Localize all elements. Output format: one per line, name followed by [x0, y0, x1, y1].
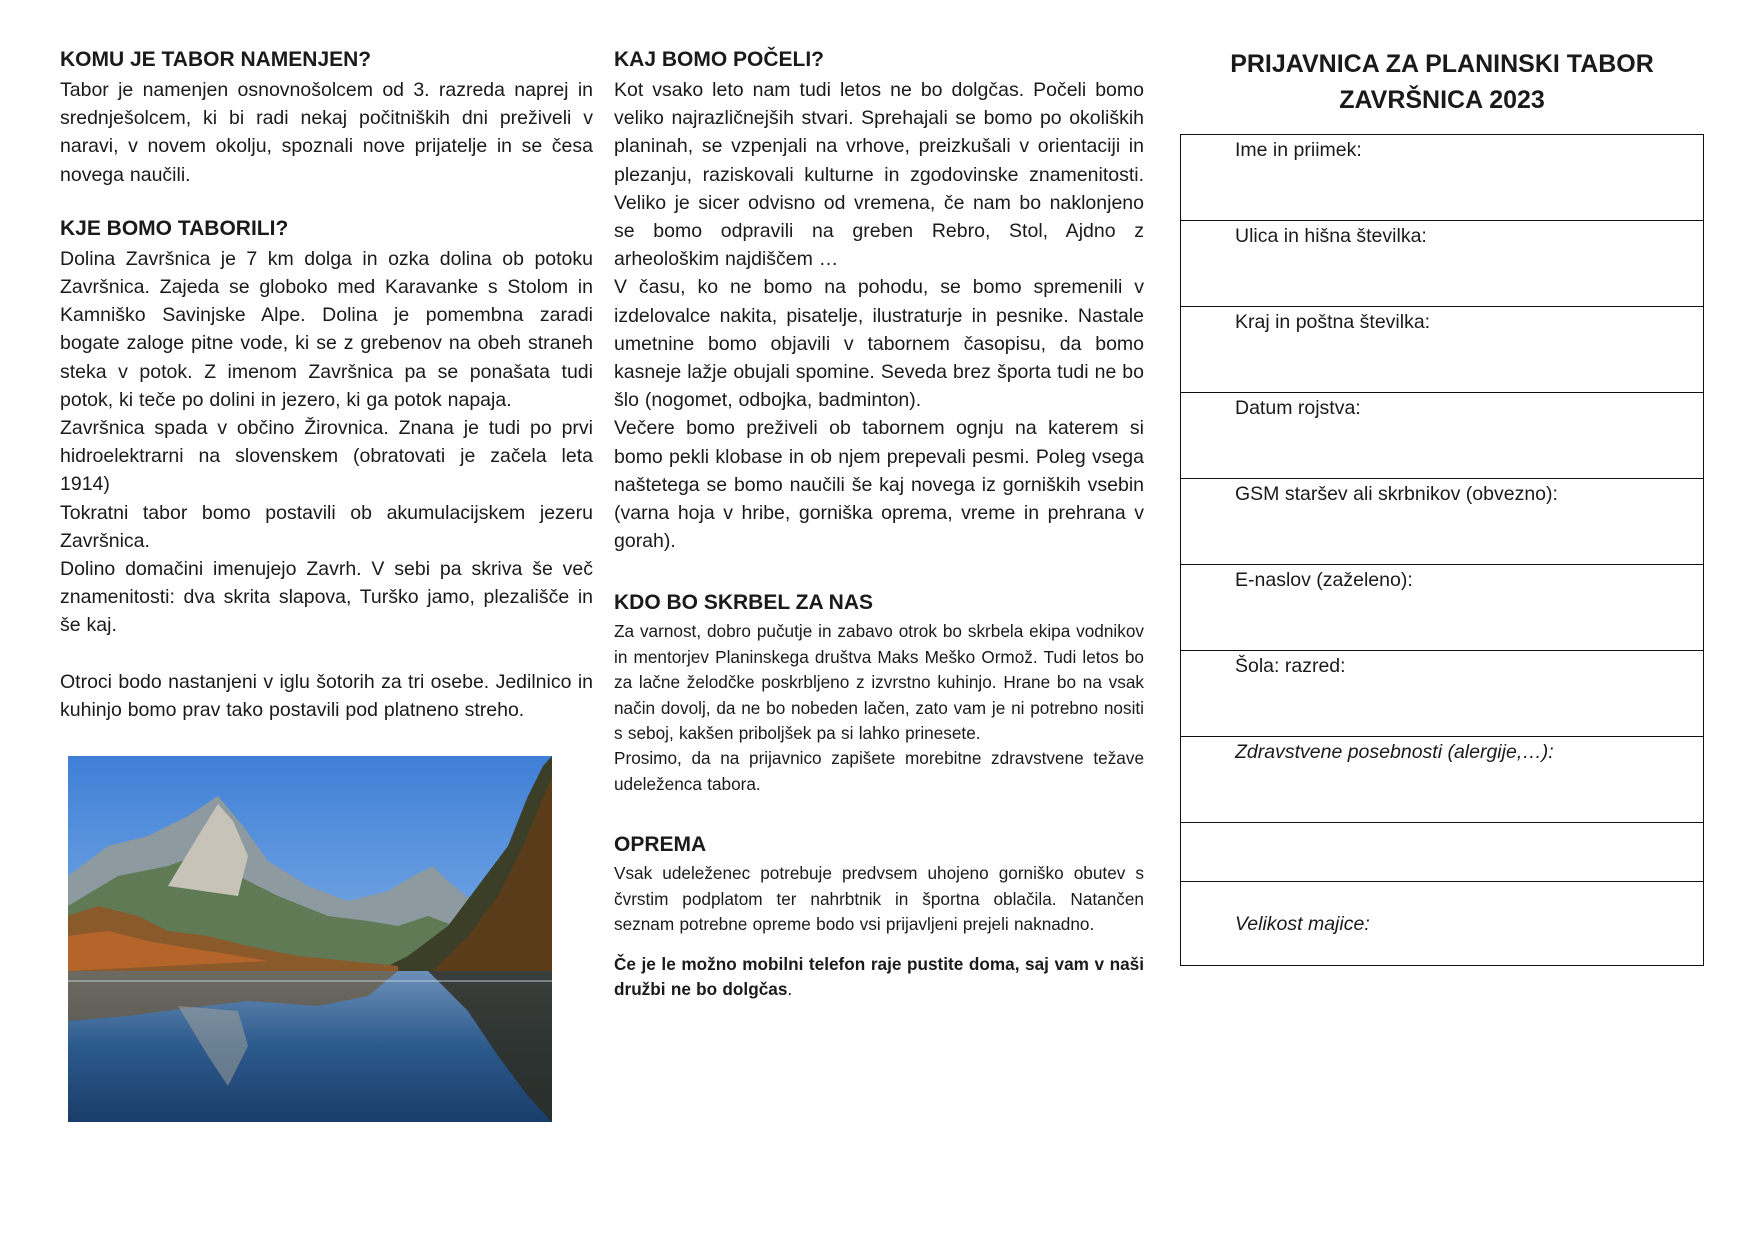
paragraph: Tokratni tabor bomo postavili ob akumulacijskem jezeru Završnica.: [60, 501, 593, 552]
paragraph: Prosimo, da na prijavnico zapišete morebitne zdravstvene težave udeleženca tabora.: [614, 748, 1144, 794]
paragraph: Dolino domačini imenujejo Zavrh. V sebi pa skriva še več znamenitosti: dva skrita slapova, Turško jamo, plezališče in še kaj.: [60, 558, 593, 637]
paragraph: Dolina Završnica je 7 km dolga in ozka dolina ob potoku Završnica. Zajeda se globoko med Karavanke s Stolom in Kamniško Savinjske Alpe. Dolina je pomembna zaradi bogate zaloge pitne vode, ki se z grebenov na obeh straneh steka v potok. Z imenom Završnica pa se ponašata tudi potok, ki teče po dolini in jezero, ki ga potok napaja.: [60, 247, 593, 411]
field-city-postcode[interactable]: Kraj in poštna številka:: [1181, 307, 1704, 393]
phone-note-bold: Če je le možno mobilni telefon raje pustite doma, saj vam v naši družbi ne bo dolgčas: [614, 953, 1144, 999]
field-school-grade[interactable]: Šola: razred:: [1181, 651, 1704, 737]
paragraph: Vsak udeleženec potrebuje predvsem uhojeno gorniško obutev s čvrstim podplatom ter nahrbtnik in športna oblačila. Natančen seznam potrebne opreme bodo vsi prijavljeni prejeli naknadno.: [614, 863, 1144, 935]
paragraph: Za varnost, dobro pučutje in zabavo otrok bo skrbela ekipa vodnikov in mentorjev Planinskega društva Maks Meško Ormož. Tudi letos bo za lačne želodčke poskrbljeno z izvrstno kuhinjo. Hrane bo na vsak način dovolj, da ne bo nobeden lačen, zato vam je ni potrebno nositi s seboj, kakšen priboljšek pa si lahko prinesete.: [614, 621, 1144, 744]
field-blank[interactable]: [1181, 823, 1704, 882]
section-text-who: Tabor je namenjen osnovnošolcem od 3. razreda naprej in srednješolcem, ki bi radi nekaj počitniških dni preživeli v naravi, v novem okolju, spoznali nove prijatelje in se česa novega naučili.: [60, 79, 593, 186]
field-name[interactable]: Ime in priimek:: [1181, 135, 1704, 221]
paragraph: Večere bomo preživeli ob tabornem ognju na katerem si bomo pekli klobase in ob njem prepevali pesmi. Poleg vsega naštetega se bomo naučili še kaj novega iz gorniških vsebin (varna hoja v hribe, gorniška oprema, vreme in prehrana v gorah).: [614, 417, 1144, 553]
field-street[interactable]: Ulica in hišna številka:: [1181, 221, 1704, 307]
field-shirt-size[interactable]: Velikost majice:: [1181, 882, 1704, 966]
section-heading-who: KOMU JE TABOR NAMENJEN?: [60, 48, 372, 71]
phone-note-end: .: [787, 978, 793, 999]
phone-note: [614, 952, 1144, 1003]
section-heading-activities: KAJ BOMO POČELI?: [614, 48, 825, 71]
lake-photo: [68, 756, 552, 1122]
middle-column: [614, 46, 1144, 1002]
left-column: [60, 46, 593, 1122]
field-email[interactable]: E-naslov (zaželeno):: [1181, 565, 1704, 651]
paragraph: Kot vsako leto nam tudi letos ne bo dolgčas. Počeli bomo veliko najrazličnejših stvari. Sprehajali se bomo po okoliških planinah, se vzpenjali na vrhove, preizkušali v orientaciji in plezanju, raziskovali kulturne in zgodovinske znamenitosti. Veliko je sicer odvisno od vremena, če nam bo naklonjeno se bomo odpravili na greben Rebro, Stol, Ajdno z arheološkim najdiščem …: [614, 79, 1144, 271]
registration-form: [1180, 46, 1704, 966]
form-title-line1: PRIJAVNICA ZA PLANINSKI TABOR: [1230, 50, 1654, 78]
form-table: [1180, 134, 1704, 966]
paragraph: Završnica spada v občino Žirovnica. Znana je tudi po prvi hidroelektrarni na slovenskem (obratovati je začela leta 1914): [60, 417, 593, 496]
field-health-notes[interactable]: Zdravstvene posebnosti (alergije,…):: [1181, 737, 1704, 823]
section-heading-equipment: OPREMA: [614, 833, 707, 857]
form-title-line2: ZAVRŠNICA 2023: [1339, 86, 1545, 114]
form-title: [1180, 46, 1704, 118]
paragraph: Otroci bodo nastanjeni v iglu šotorih za tri osebe. Jedilnico in kuhinjo bomo prav tako postavili pod platneno streho.: [60, 670, 593, 721]
paragraph: V času, ko ne bomo na pohodu, se bomo spremenili v izdelovalce nakita, pisatelje, ilustraturje in pesnike. Nastale umetnine bomo objavili v tabornem časopisu, da bomo kasneje lažje obujali spomine. Seveda brez športa tudi ne bo šlo (nogomet, odbojka, badminton).: [614, 276, 1144, 412]
field-parent-phone[interactable]: GSM staršev ali skrbnikov (obvezno):: [1181, 479, 1704, 565]
field-birth-date[interactable]: Datum rojstva:: [1181, 393, 1704, 479]
section-heading-where: KJE BOMO TABORILI?: [60, 216, 289, 240]
section-heading-staff: KDO BO SKRBEL ZA NAS: [614, 591, 874, 615]
